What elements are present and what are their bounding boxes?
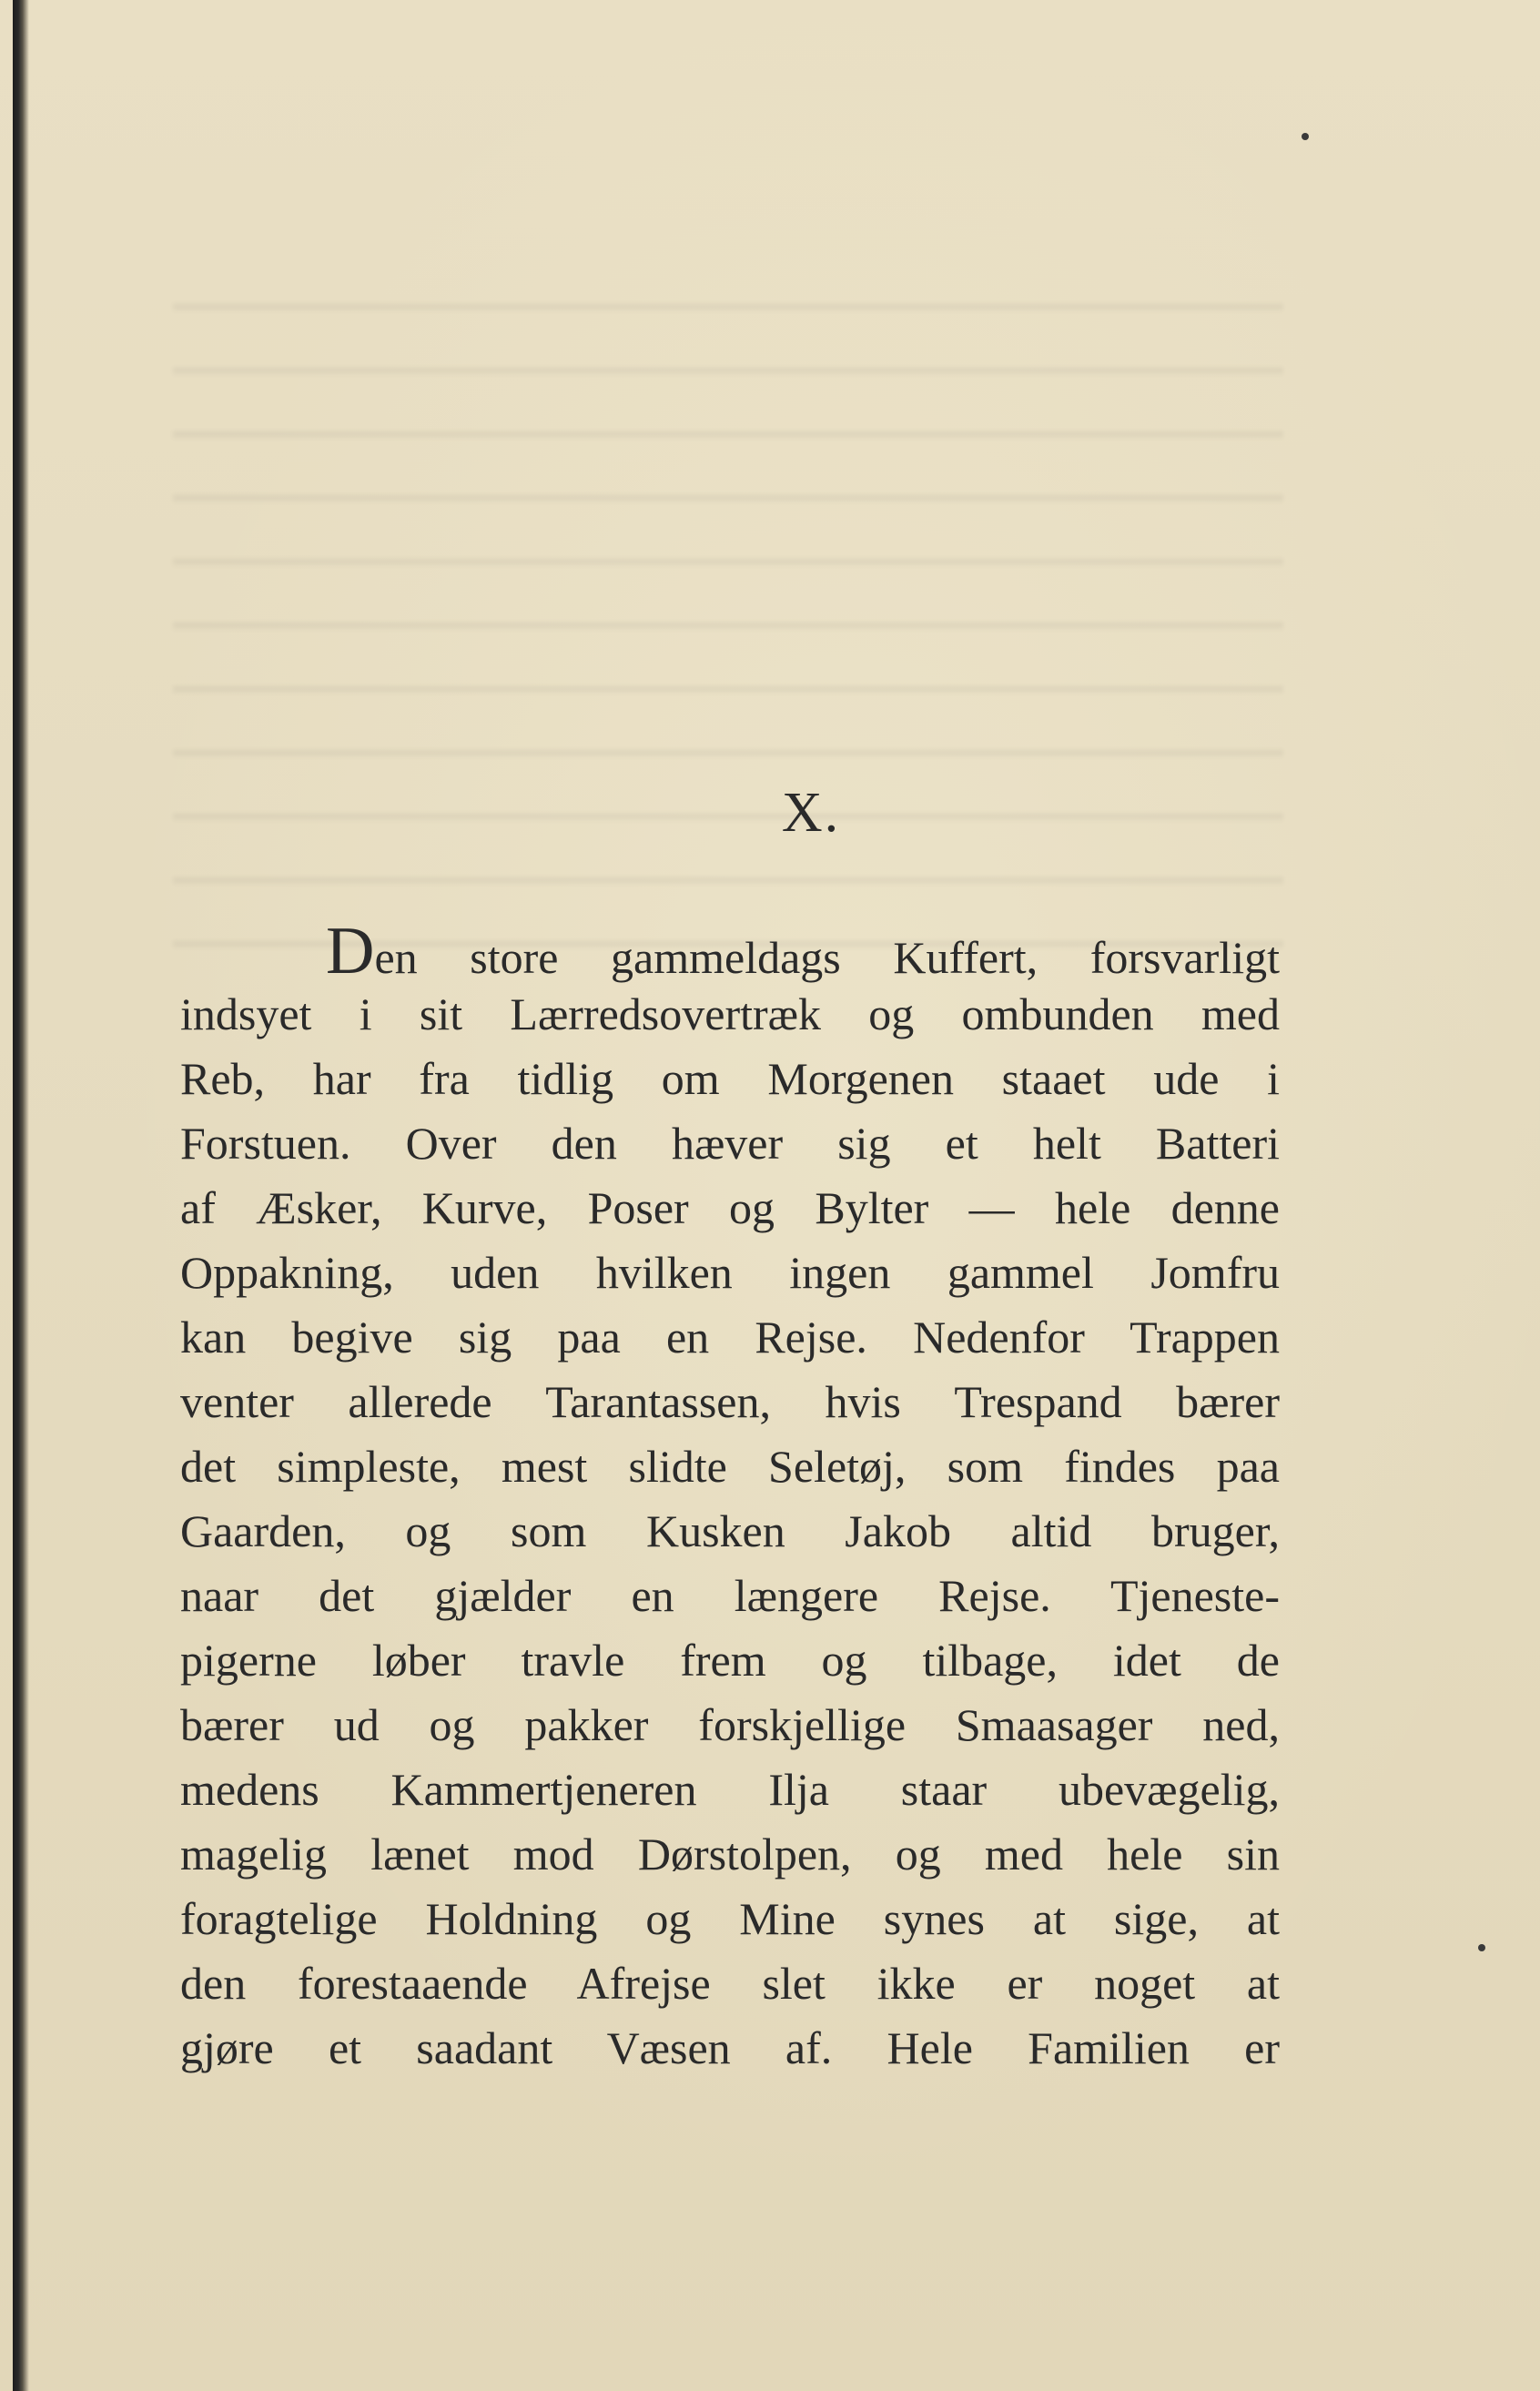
text-line-4: Forstuen. Over den hæver sig et helt Batteri	[180, 1118, 1280, 1169]
text-line-18: gjøre et saadant Væsen af. Hele Familien er	[180, 2022, 1280, 2073]
page-gutter-edge	[13, 0, 29, 2391]
show-through-text	[173, 273, 1283, 988]
text-line-7: kan begive sig paa en Rejse. Nedenfor Trappen	[180, 1312, 1280, 1363]
text-line-6: Oppakning, uden hvilken ingen gammel Jomfru	[180, 1247, 1280, 1298]
text-line-1: Den store gammeldags Kuffert, forsvarligt	[326, 914, 1280, 988]
text-line-13: bærer ud og pakker forskjellige Smaasager ned,	[180, 1699, 1280, 1750]
paper-speck	[1302, 133, 1309, 140]
text-line-12: pigerne løber travle frem og tilbage, idet de	[180, 1635, 1280, 1686]
text-line-2: indsyet i sit Lærredsovertræk og ombunden med	[180, 988, 1280, 1039]
text-line-11: naar det gjælder en længere Rejse. Tjeneste-	[180, 1570, 1280, 1621]
text-line-10: Gaarden, og som Kusken Jakob altid bruger,	[180, 1505, 1280, 1556]
chapter-heading: X.	[781, 782, 841, 844]
drop-cap: D	[326, 914, 375, 988]
text-line-8: venter allerede Tarantassen, hvis Trespand bærer	[180, 1376, 1280, 1427]
text-line-9: det simpleste, mest slidte Seletøj, som findes paa	[180, 1441, 1280, 1492]
text-line-14: medens Kammertjeneren Ilja staar ubevægelig,	[180, 1764, 1280, 1815]
text-line-5: af Æsker, Kurve, Poser og Bylter — hele denne	[180, 1182, 1280, 1233]
text-line-15: magelig lænet mod Dørstolpen, og med hele sin	[180, 1829, 1280, 1879]
text-line-17: den forestaaende Afrejse slet ikke er noget at	[180, 1958, 1280, 2009]
paper-speck	[1478, 1944, 1485, 1951]
text-line-3: Reb, har fra tidlig om Morgenen staaet ude i	[180, 1053, 1280, 1104]
body-paragraph	[180, 914, 1280, 2081]
text-line-16: foragtelige Holdning og Mine synes at sige, at	[180, 1893, 1280, 1944]
